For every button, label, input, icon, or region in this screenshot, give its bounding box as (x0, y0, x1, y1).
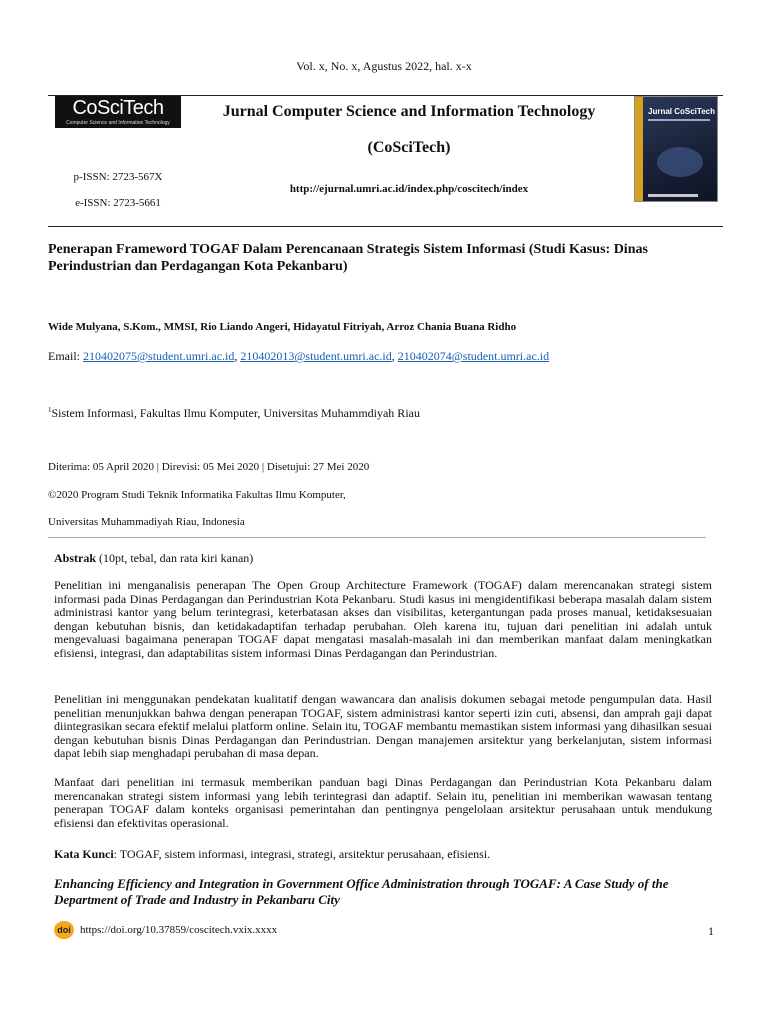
copyright-line-1: ©2020 Program Studi Teknik Informatika Fakultas Ilmu Komputer, (48, 489, 346, 501)
cover-band (635, 97, 643, 201)
journal-abbreviation: (CoSciTech) (367, 139, 451, 156)
affiliation (48, 406, 723, 421)
email-separator: , (234, 349, 241, 363)
abstract-paragraph-3: Manfaat dari penelitian ini termasuk memberikan panduan bagi Dinas Perdagangan dan Perindustrian Kota Pekanbaru dalam merencanakan strategi sistem informasi yang lebih terintegrasi dan adaptif. Selain itu, penelitian ini memberikan wawasan tentang penerapan TOGAF dalam konteks organisasi pemerintahan dan pentingnya pengelolaan arsitektur perusahaan untuk mendukung efisiensi dan efektivitas operasional. (54, 775, 712, 830)
author-list: Wide Mulyana, S.Kom., MMSI, Rio Liando Angeri, Hidayatul Fitriyah, Arroz Chania Buana Ridho (48, 321, 517, 333)
email-link-1[interactable]: 210402075@student.umri.ac.id (83, 349, 235, 363)
abstract-heading-note: (10pt, tebal, dan rata kiri kanan) (96, 551, 254, 565)
doi-icon: doi (54, 921, 74, 939)
section-divider (48, 537, 706, 538)
cover-artwork (657, 147, 703, 177)
email-line (48, 349, 723, 364)
affiliation-marker: 1 (48, 406, 52, 414)
copyright-line-2: Universitas Muhammadiyah Riau, Indonesia (48, 516, 245, 528)
keywords-label: Kata Kunci (54, 847, 114, 861)
volume-line: Vol. x, No. x, Agustus 2022, hal. x-x (296, 59, 472, 73)
logo-subtitle: Computer Science and Information Technology (66, 120, 170, 126)
abstract-paragraph-1: Penelitian ini menganalisis penerapan The Open Group Architecture Framework (TOGAF) dalam merencanakan strategi sistem informasi pada Dinas Perdagangan dan Perindustrian Kota Pekanbaru. Studi kasus ini mengidentifikasi beberapa masalah dalam sistem administrasi kantor yang belum terintegrasi, keterbatasan akses dan visibilitas, ketergantungan pada proses manual, ketidaksesuaian dengan kebutuhan bisnis, dan ketidakadaptifan terhadap perubahan. Oleh karena itu, tujuan dari penelitian ini adalah untuk mengevaluasi bagaimana penerapan TOGAF dapat mengatasi masalah-masalah ini dan memberikan manfaat dalam meningkatkan efisiensi, integrasi, dan adaptabilitas sistem informasi Dinas Perdagangan dan Perindustrian. (54, 578, 712, 660)
doi-link[interactable]: https://doi.org/10.37859/coscitech.vxix.xxxx (80, 924, 278, 936)
keywords-text: : TOGAF, sistem informasi, integrasi, strategi, arsitektur perusahaan, efisiensi. (113, 847, 491, 861)
abstract-heading-label: Abstrak (54, 551, 97, 565)
email-link-2[interactable]: 210402013@student.umri.ac.id (240, 349, 392, 363)
email-label: Email: (48, 349, 83, 363)
journal-cover-image (634, 96, 718, 202)
journal-url-link[interactable]: http://ejurnal.umri.ac.id/index.php/coscitech/index (289, 183, 529, 195)
cover-subtitle-line (648, 119, 710, 121)
cover-title: Jurnal CoSciTech (648, 107, 715, 116)
p-issn: p-ISSN: 2723-567X (73, 171, 163, 183)
abstract-heading (54, 551, 253, 566)
email-separator: , (391, 349, 398, 363)
header-bottom-rule (48, 226, 723, 227)
submission-dates: Diterima: 05 April 2020 | Direvisi: 05 Mei 2020 | Disetujui: 27 Mei 2020 (48, 461, 370, 473)
english-title: Enhancing Efficiency and Integration in Government Office Administration through TOGAF: A Case Study of the Department of Trade and Industry in Pekanbaru City (54, 876, 669, 907)
journal-logo (55, 96, 181, 128)
paper-title: Penerapan Frameword TOGAF Dalam Perencanaan Strategis Sistem Informasi (Studi Kasus: Dinas Perindustrian dan Perdagangan Kota Pekanbaru) (48, 242, 648, 274)
affiliation-text: Sistem Informasi, Fakultas Ilmu Komputer, Universitas Muhammdiyah Riau (51, 406, 420, 420)
e-issn: e-ISSN: 2723-5661 (75, 197, 161, 209)
journal-title: Jurnal Computer Science and Information Technology (222, 103, 596, 120)
keywords (54, 847, 712, 862)
abstract-paragraph-2: Penelitian ini menggunakan pendekatan kualitatif dengan wawancara dan analisis dokumen sebagai metode pengumpulan data. Hasil penelitian menunjukkan bahwa dengan penerapan TOGAF, sistem administrasi kantor seperti izin cuti, absensi, dan amprah gaji dapat diintegrasikan secara efektif melalui platform online. Selain itu, TOGAF membantu memastikan sistem informasi yang dihasilkan sesuai dengan kebutuhan bisnis Dinas Perdagangan dan Perindustrian. Dengan manajemen arsitektur yang berkelanjutan, sistem informasi dapat lebih siap menghadapi perubahan di masa depan. (54, 692, 712, 760)
cover-footer-line (648, 194, 698, 197)
email-link-3[interactable]: 210402074@student.umri.ac.id (397, 349, 550, 363)
logo-text: CoSciTech (72, 97, 164, 119)
page-number: 1 (708, 924, 714, 938)
